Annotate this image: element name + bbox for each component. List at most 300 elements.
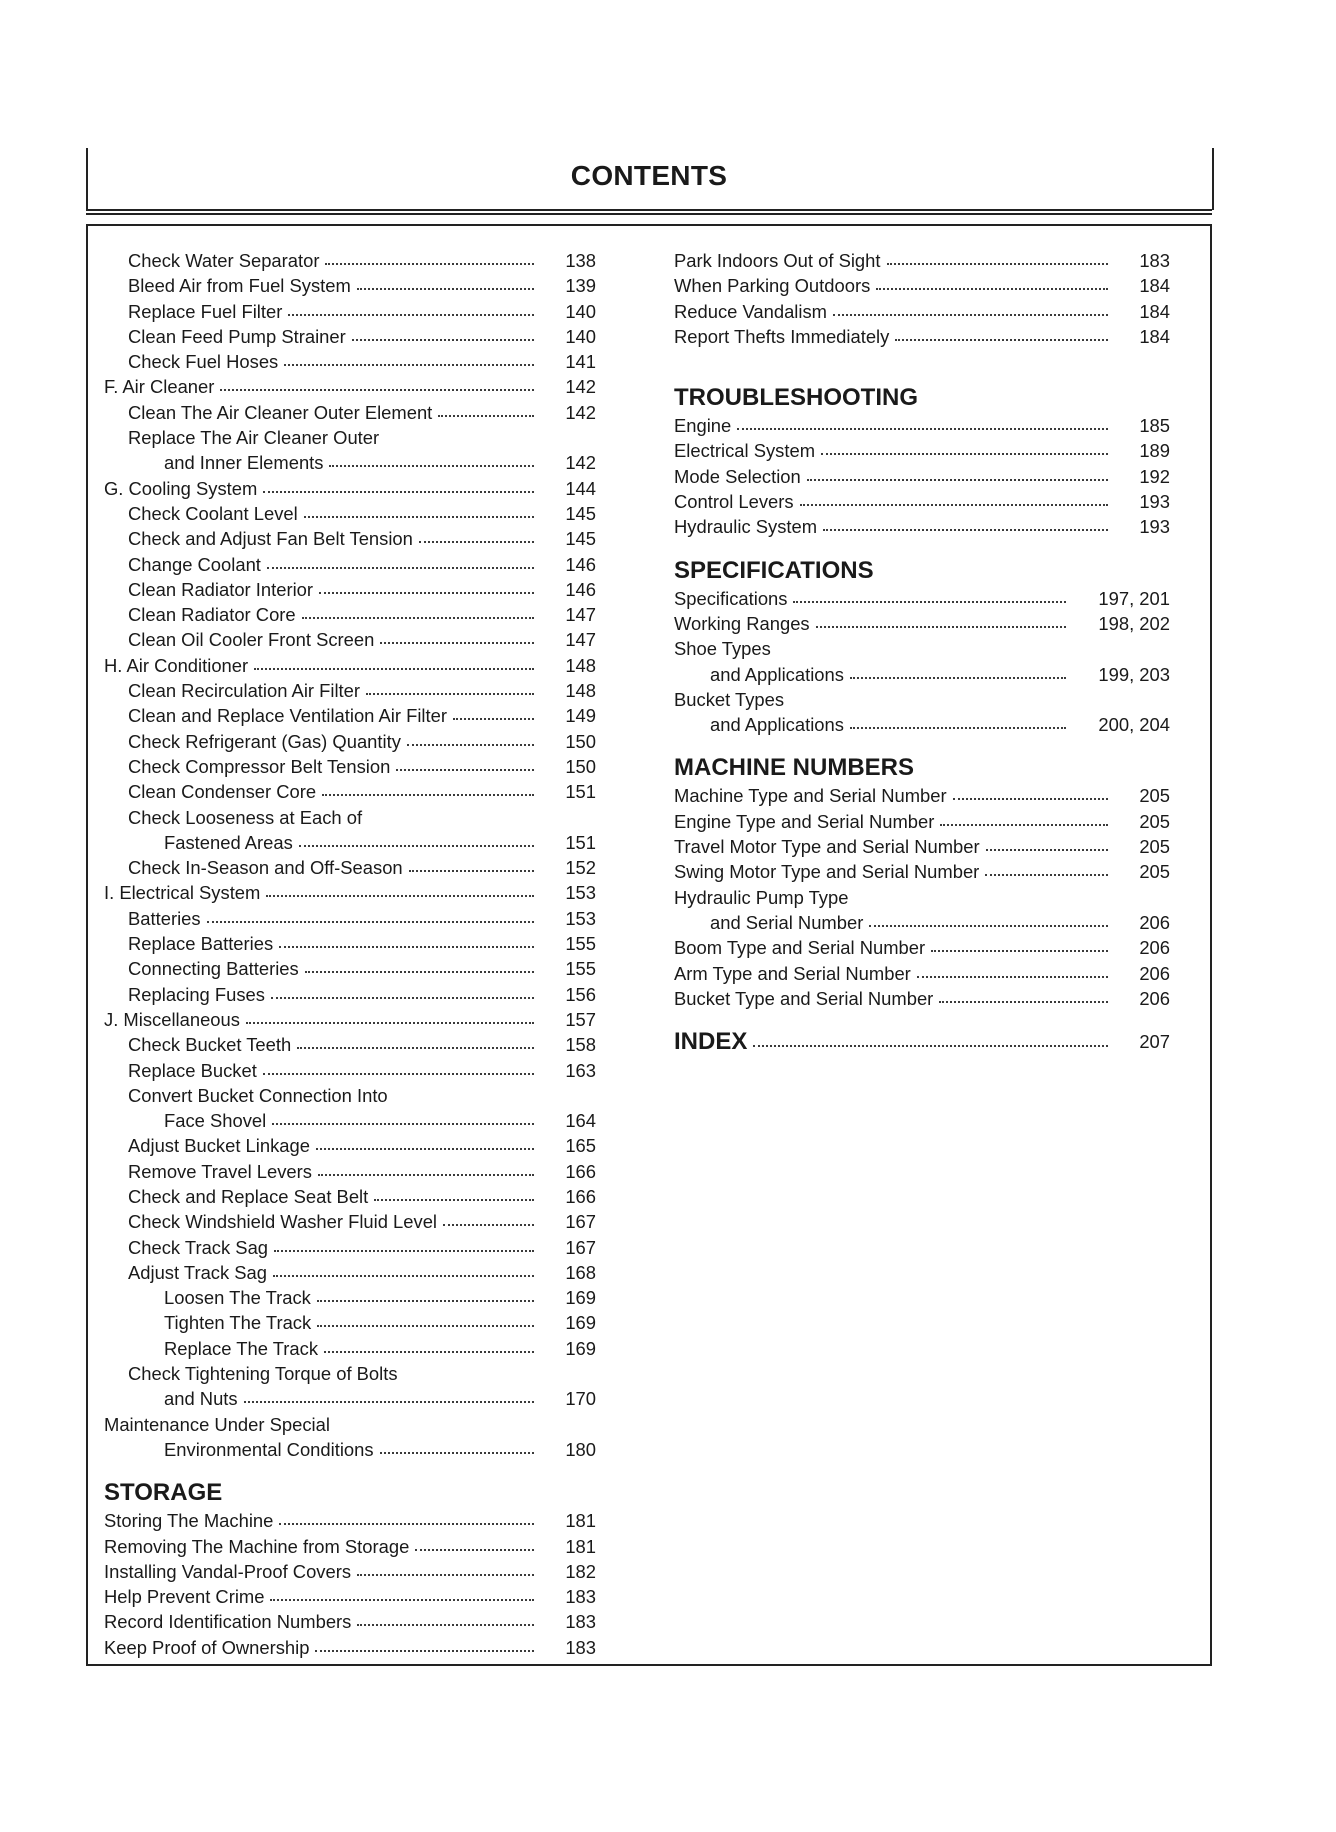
toc-entry-page: 193 [1139, 516, 1170, 538]
toc-entry[interactable] [104, 703, 596, 728]
toc-entry[interactable] [104, 754, 596, 779]
leader-dots [396, 769, 534, 771]
toc-entry-page: 169 [565, 1337, 596, 1359]
leader-dots [271, 997, 534, 999]
toc-entry[interactable] [674, 248, 1170, 273]
toc-entry[interactable] [674, 299, 1170, 324]
leader-dots [270, 1599, 534, 1601]
toc-entry[interactable] [104, 729, 596, 754]
toc-entry-page: 140 [565, 300, 596, 322]
leader-dots [288, 314, 534, 316]
leader-dots [953, 798, 1108, 800]
leader-dots [357, 1574, 534, 1576]
leader-dots [263, 491, 534, 493]
leader-dots [380, 1452, 534, 1454]
toc-entry[interactable] [104, 855, 596, 880]
specifications-heading: SPECIFICATIONS [674, 556, 874, 584]
toc-entry-page: 163 [565, 1059, 596, 1081]
toc-entry[interactable] [104, 931, 596, 956]
toc-entry[interactable] [104, 1108, 596, 1133]
toc-entry-label: Check Track Sag [128, 1235, 274, 1260]
toc-entry-page: 166 [565, 1185, 596, 1207]
toc-entry-label: Boom Type and Serial Number [674, 935, 931, 960]
leader-dots [374, 1199, 534, 1201]
toc-entry-page: 152 [565, 857, 596, 879]
leader-dots [352, 339, 534, 341]
toc-entry-label: and Applications [710, 712, 850, 737]
toc-entry-page: 181 [565, 1535, 596, 1557]
toc-entry-page: 185 [1139, 415, 1170, 437]
toc-entry-label: Maintenance Under Special [104, 1412, 330, 1437]
toc-entry-label: Replace Batteries [128, 931, 279, 956]
toc-entry-label: Bucket Types [674, 687, 784, 712]
left-column [104, 248, 596, 1660]
toc-entry[interactable] [104, 906, 596, 931]
toc-entry-label: Help Prevent Crime [104, 1584, 270, 1609]
toc-entry-page: 206 [1139, 962, 1170, 984]
toc-entry[interactable] [104, 627, 596, 652]
toc-entry[interactable] [104, 1209, 596, 1234]
leader-dots [267, 567, 534, 569]
toc-entry-page: 153 [565, 907, 596, 929]
toc-entry-page: 205 [1139, 836, 1170, 858]
toc-entry[interactable] [104, 552, 596, 577]
leader-dots [917, 976, 1108, 978]
leader-dots [244, 1401, 534, 1403]
leader-dots [273, 1275, 534, 1277]
leader-dots [263, 1073, 534, 1075]
toc-entry-page: 158 [565, 1034, 596, 1056]
leader-dots [800, 504, 1108, 506]
leader-dots [887, 263, 1108, 265]
leader-dots [322, 794, 534, 796]
toc-entry[interactable] [104, 1437, 596, 1462]
toc-entry [104, 1412, 596, 1437]
leader-dots [823, 529, 1108, 531]
toc-entry-page: 184 [1139, 275, 1170, 297]
toc-entry-label: Fastened Areas [164, 830, 299, 855]
toc-entry[interactable] [674, 273, 1170, 298]
toc-entry-page: 157 [565, 1008, 596, 1030]
toc-entry-label: Park Indoors Out of Sight [674, 248, 887, 273]
toc-entry[interactable] [104, 880, 596, 905]
toc-entry-page: 145 [565, 502, 596, 524]
toc-entry[interactable] [104, 248, 596, 273]
leader-dots [415, 1549, 534, 1551]
toc-entry[interactable] [104, 526, 596, 551]
leader-dots [407, 744, 534, 746]
toc-entry-label: Check Water Separator [128, 248, 325, 273]
toc-entry-label: Check Coolant Level [128, 501, 304, 526]
toc-entry[interactable] [104, 1184, 596, 1209]
toc-entry[interactable] [674, 809, 1170, 834]
toc-entry-page: 165 [565, 1135, 596, 1157]
toc-entry[interactable] [104, 1336, 596, 1361]
leader-dots [318, 1174, 534, 1176]
troubleshooting-list [674, 413, 1170, 539]
leader-dots [753, 1045, 1108, 1047]
toc-entry[interactable] [104, 476, 596, 501]
toc-entry-label: and Applications [710, 662, 850, 687]
toc-entry-label: Replace Fuel Filter [128, 299, 288, 324]
leader-dots [850, 727, 1066, 729]
toc-entry-page: 167 [565, 1211, 596, 1233]
toc-entry-page: 148 [565, 654, 596, 676]
toc-entry[interactable] [674, 935, 1170, 960]
leader-dots [329, 465, 534, 467]
leader-dots [876, 288, 1108, 290]
toc-entry-page: 138 [565, 250, 596, 271]
machine-numbers-heading: MACHINE NUMBERS [674, 754, 914, 782]
leader-dots [380, 642, 534, 644]
toc-entry-label: Swing Motor Type and Serial Number [674, 859, 985, 884]
leader-dots [931, 950, 1108, 952]
toc-entry-label: Shoe Types [674, 636, 771, 661]
toc-entry-label: Mode Selection [674, 464, 807, 489]
toc-entry-page: 148 [565, 680, 596, 702]
toc-entry[interactable] [104, 1508, 596, 1533]
toc-entry-page: 146 [565, 578, 596, 600]
leader-dots [305, 971, 534, 973]
toc-entry[interactable] [104, 299, 596, 324]
toc-entry-page: 141 [565, 351, 596, 373]
toc-entry[interactable] [104, 1285, 596, 1310]
toc-entry-label: and Inner Elements [164, 450, 329, 475]
toc-entry-page: 206 [1139, 911, 1170, 933]
toc-entry-page: 142 [565, 376, 596, 398]
leader-dots [443, 1224, 534, 1226]
toc-entry-page: 150 [565, 755, 596, 777]
toc-entry-page: 168 [565, 1261, 596, 1283]
toc-entry-label: Electrical System [674, 438, 821, 463]
toc-entry[interactable] [674, 611, 1170, 636]
leader-dots [304, 516, 534, 518]
toc-entry-label: Check Looseness at Each of [128, 805, 362, 830]
leader-dots [366, 693, 534, 695]
toc-entry-page: 189 [1139, 440, 1170, 462]
toc-entry[interactable] [104, 577, 596, 602]
leader-dots [297, 1047, 534, 1049]
toc-entry[interactable] [104, 1584, 596, 1609]
toc-entry [674, 636, 1170, 661]
toc-entry-label: Clean Oil Cooler Front Screen [128, 627, 380, 652]
toc-entry-page: 142 [565, 401, 596, 423]
toc-entry[interactable] [104, 1058, 596, 1083]
toc-entry-label: Check Refrigerant (Gas) Quantity [128, 729, 407, 754]
toc-entry[interactable] [104, 1235, 596, 1260]
title-rule [86, 209, 1212, 211]
toc-entry[interactable] [104, 374, 596, 399]
toc-entry-label: G. Cooling System [104, 476, 263, 501]
toc-entry[interactable] [674, 712, 1170, 737]
toc-entry[interactable] [104, 1133, 596, 1158]
toc-entry-page: 206 [1139, 937, 1170, 959]
leader-dots [453, 718, 534, 720]
toc-entry-page: 147 [565, 629, 596, 651]
leader-dots [272, 1123, 534, 1125]
toc-entry-page: 169 [565, 1312, 596, 1334]
toc-entry [104, 805, 596, 830]
toc-entry[interactable] [674, 586, 1170, 611]
toc-entry-page: 170 [565, 1388, 596, 1410]
toc-entry-label: Removing The Machine from Storage [104, 1534, 415, 1559]
leader-dots [299, 845, 534, 847]
toc-entry-label: Check Compressor Belt Tension [128, 754, 396, 779]
toc-entry-label: Tighten The Track [164, 1310, 317, 1335]
toc-entry-page: 183 [1139, 250, 1170, 271]
toc-entry[interactable] [104, 1635, 596, 1660]
troubleshooting-heading: TROUBLESHOOTING [674, 384, 918, 412]
toc-entry-page: 167 [565, 1236, 596, 1258]
toc-entry-page: 155 [565, 933, 596, 955]
leader-dots [869, 925, 1108, 927]
toc-entry[interactable] [674, 438, 1170, 463]
toc-entry-label: Adjust Bucket Linkage [128, 1133, 316, 1158]
toc-entry-label: Check Tightening Torque of Bolts [128, 1361, 398, 1386]
toc-entry-label: Clean Radiator Core [128, 602, 302, 627]
toc-entry[interactable] [104, 501, 596, 526]
toc-entry-page: 142 [565, 452, 596, 474]
index-entry[interactable] [674, 1027, 1170, 1057]
toc-entry [674, 687, 1170, 712]
leader-dots [438, 415, 534, 417]
toc-entry-page: 166 [565, 1160, 596, 1182]
toc-entry[interactable] [674, 413, 1170, 438]
toc-entry-label: Check Bucket Teeth [128, 1032, 297, 1057]
toc-entry-label: Check Fuel Hoses [128, 349, 284, 374]
leader-dots [316, 1148, 534, 1150]
toc-entry-page: 181 [565, 1510, 596, 1532]
toc-entry-label: H. Air Conditioner [104, 653, 254, 678]
toc-entry-label: Remove Travel Levers [128, 1159, 318, 1184]
toc-entry-label: Clean Recirculation Air Filter [128, 678, 366, 703]
leader-dots [940, 824, 1108, 826]
index-label: INDEX [674, 1027, 753, 1057]
toc-entry [104, 425, 596, 450]
toc-entry[interactable] [674, 464, 1170, 489]
toc-entry-label: When Parking Outdoors [674, 273, 876, 298]
toc-entry[interactable] [104, 1609, 596, 1634]
toc-entry-label: Record Identification Numbers [104, 1609, 357, 1634]
toc-entry-page: 155 [565, 958, 596, 980]
toc-entry-page: 145 [565, 528, 596, 550]
page-title: CONTENTS [570, 160, 728, 191]
toc-entry-label: Report Thefts Immediately [674, 324, 895, 349]
toc-entry-page: 164 [565, 1110, 596, 1132]
toc-entry-label: Hydraulic Pump Type [674, 885, 848, 910]
toc-entry-label: Reduce Vandalism [674, 299, 833, 324]
leader-dots [254, 668, 534, 670]
leader-dots [816, 626, 1066, 628]
machine-numbers-list [674, 783, 1170, 1011]
toc-entry[interactable] [104, 1260, 596, 1285]
toc-entry[interactable] [674, 662, 1170, 687]
toc-entry-page: 193 [1139, 491, 1170, 513]
leader-dots [939, 1001, 1108, 1003]
toc-entry-page: 206 [1139, 987, 1170, 1009]
leader-dots [302, 617, 534, 619]
leader-dots [409, 870, 534, 872]
toc-entry-label: Batteries [128, 906, 207, 931]
toc-entry-label: Working Ranges [674, 611, 816, 636]
maintenance-list [104, 248, 596, 1462]
toc-entry-page: 169 [565, 1287, 596, 1309]
toc-entry-label: Check Windshield Washer Fluid Level [128, 1209, 443, 1234]
leader-dots [821, 453, 1108, 455]
toc-entry[interactable] [674, 834, 1170, 859]
toc-entry[interactable] [674, 324, 1170, 349]
toc-entry-label: Hydraulic System [674, 514, 823, 539]
leader-dots [985, 874, 1108, 876]
toc-entry-page: 199, 203 [1098, 663, 1170, 685]
toc-entry[interactable] [104, 1032, 596, 1057]
toc-entry-page: 205 [1139, 810, 1170, 832]
toc-entry[interactable] [104, 1559, 596, 1584]
leader-dots [220, 389, 534, 391]
leader-dots [986, 849, 1108, 851]
toc-entry-label: Replace The Track [164, 1336, 324, 1361]
toc-entry-label: Machine Type and Serial Number [674, 783, 953, 808]
toc-entry[interactable] [104, 324, 596, 349]
toc-entry[interactable] [104, 678, 596, 703]
toc-entry-label: Check In-Season and Off-Season [128, 855, 409, 880]
toc-entry-page: 156 [565, 983, 596, 1005]
toc-entry-label: Bucket Type and Serial Number [674, 986, 939, 1011]
toc-entry-page: 197, 201 [1098, 587, 1170, 609]
toc-entry[interactable] [104, 349, 596, 374]
leader-dots [274, 1250, 534, 1252]
toc-entry[interactable] [674, 961, 1170, 986]
toc-entry[interactable] [104, 1159, 596, 1184]
leader-dots [279, 1523, 534, 1525]
toc-entry-page: 183 [565, 1586, 596, 1608]
toc-entry-page: 205 [1139, 861, 1170, 883]
toc-entry-page: 183 [565, 1611, 596, 1633]
toc-entry-label: Loosen The Track [164, 1285, 317, 1310]
leader-dots [324, 1351, 534, 1353]
leader-dots [793, 601, 1066, 603]
toc-entry-label: I. Electrical System [104, 880, 266, 905]
leader-dots [807, 479, 1108, 481]
leader-dots [419, 541, 534, 543]
toc-entry-page: 144 [565, 477, 596, 499]
leader-dots [833, 314, 1108, 316]
toc-entry-page: 184 [1139, 300, 1170, 322]
toc-entry-label: J. Miscellaneous [104, 1007, 246, 1032]
toc-entry-page: 151 [565, 831, 596, 853]
toc-entry[interactable] [104, 779, 596, 804]
toc-entry-label: Bleed Air from Fuel System [128, 273, 357, 298]
leader-dots [246, 1022, 534, 1024]
toc-entry[interactable] [104, 1386, 596, 1411]
toc-entry-label: Replace Bucket [128, 1058, 263, 1083]
toc-entry[interactable] [104, 982, 596, 1007]
toc-entry [104, 1361, 596, 1386]
toc-entry-label: Engine [674, 413, 737, 438]
leader-dots [279, 946, 534, 948]
toc-entry-label: Arm Type and Serial Number [674, 961, 917, 986]
toc-entry-label: Convert Bucket Connection Into [128, 1083, 388, 1108]
toc-entry[interactable] [104, 602, 596, 627]
toc-entry-label: F. Air Cleaner [104, 374, 220, 399]
toc-entry-label: Clean Radiator Interior [128, 577, 319, 602]
toc-entry-page: 140 [565, 325, 596, 347]
toc-entry[interactable] [104, 1007, 596, 1032]
toc-entry[interactable] [674, 489, 1170, 514]
toc-entry[interactable] [674, 986, 1170, 1011]
toc-entry-label: Keep Proof of Ownership [104, 1635, 315, 1660]
toc-entry[interactable] [104, 400, 596, 425]
toc-entry-label: Clean The Air Cleaner Outer Element [128, 400, 438, 425]
leader-dots [317, 1300, 534, 1302]
toc-entry-label: Change Coolant [128, 552, 267, 577]
toc-entry-label: Replacing Fuses [128, 982, 271, 1007]
toc-entry-label: and Nuts [164, 1386, 244, 1411]
storage-heading: STORAGE [104, 1479, 223, 1507]
toc-entry[interactable] [674, 783, 1170, 808]
leader-dots [357, 1624, 534, 1626]
leader-dots [207, 921, 534, 923]
toc-entry-label: Clean and Replace Ventilation Air Filter [128, 703, 453, 728]
toc-entry[interactable] [104, 830, 596, 855]
toc-entry [104, 1083, 596, 1108]
leader-dots [850, 677, 1066, 679]
toc-entry-page: 139 [565, 275, 596, 297]
toc-entry-page: 149 [565, 705, 596, 727]
toc-entry-page: 151 [565, 781, 596, 803]
toc-entry[interactable] [104, 653, 596, 678]
title-rule [86, 213, 1212, 215]
leader-dots [325, 263, 534, 265]
toc-entry-page: 153 [565, 882, 596, 904]
toc-entry-page: 150 [565, 730, 596, 752]
leader-dots [357, 288, 534, 290]
toc-entry-label: Check and Adjust Fan Belt Tension [128, 526, 419, 551]
toc-entry-page: 182 [565, 1560, 596, 1582]
toc-entry[interactable] [674, 514, 1170, 539]
index-page: 207 [1139, 1031, 1170, 1053]
toc-entry-label: Clean Feed Pump Strainer [128, 324, 352, 349]
toc-entry-page: 184 [1139, 325, 1170, 347]
toc-entry-label: Control Levers [674, 489, 800, 514]
leader-dots [315, 1650, 534, 1652]
toc-entry-label: Installing Vandal-Proof Covers [104, 1559, 357, 1584]
toc-entry-label: Face Shovel [164, 1108, 272, 1133]
leader-dots [895, 339, 1108, 341]
toc-entry[interactable] [104, 956, 596, 981]
toc-entry-label: Storing The Machine [104, 1508, 279, 1533]
toc-entry-page: 146 [565, 553, 596, 575]
toc-entry-page: 200, 204 [1098, 714, 1170, 736]
toc-entry-page: 198, 202 [1098, 612, 1170, 634]
toc-entry-label: Travel Motor Type and Serial Number [674, 834, 986, 859]
toc-entry[interactable] [674, 859, 1170, 884]
toc-entry[interactable] [674, 910, 1170, 935]
toc-entry-label: Replace The Air Cleaner Outer [128, 425, 379, 450]
toc-entry-label: Adjust Track Sag [128, 1260, 273, 1285]
toc-entry[interactable] [104, 450, 596, 475]
leader-dots [737, 428, 1108, 430]
toc-entry[interactable] [104, 273, 596, 298]
right-column [674, 248, 1170, 1057]
storage-continued-list [674, 248, 1170, 349]
toc-entry[interactable] [104, 1310, 596, 1335]
toc-entry-label: Clean Condenser Core [128, 779, 322, 804]
toc-entry-label: Environmental Conditions [164, 1437, 380, 1462]
leader-dots [284, 364, 534, 366]
toc-entry-label: Connecting Batteries [128, 956, 305, 981]
toc-entry[interactable] [104, 1534, 596, 1559]
